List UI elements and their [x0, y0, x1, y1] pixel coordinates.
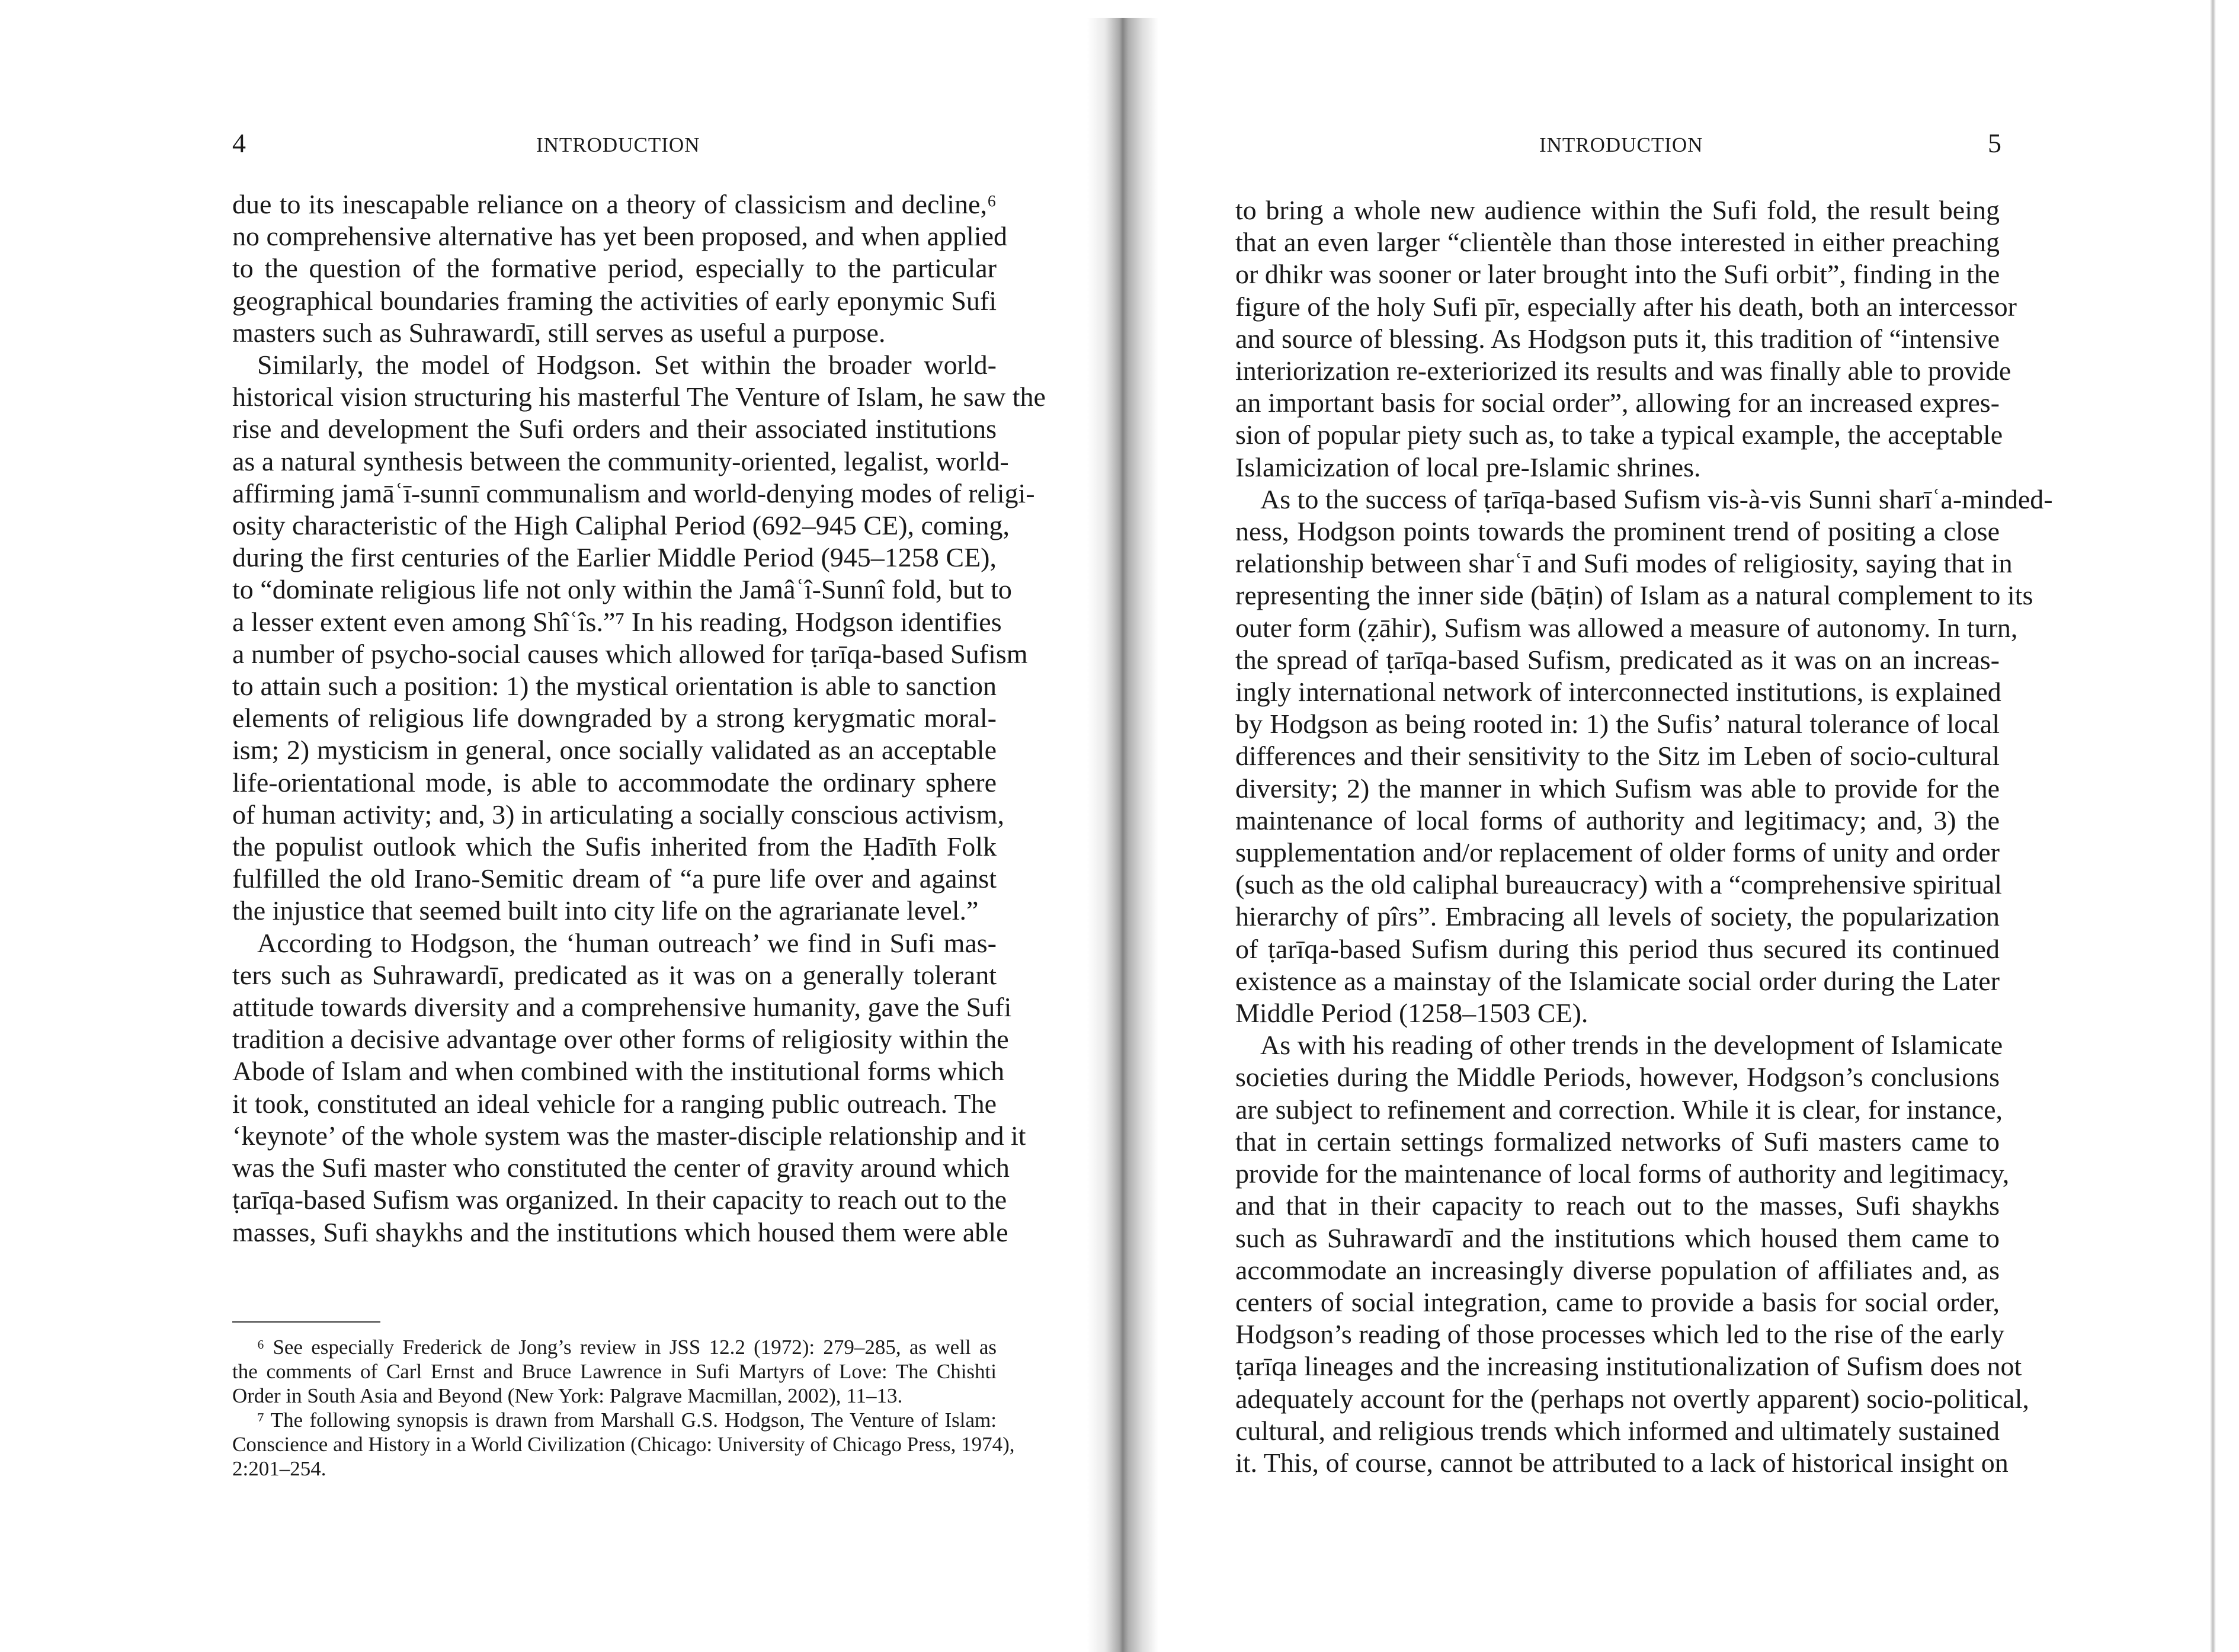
text-line: societies during the Middle Periods, however, Hodgson’s conclusions: [1235, 1062, 2000, 1093]
text-line: it took, constituted an ideal vehicle for a ranging public outreach. The: [232, 1088, 997, 1119]
text-line: was the Sufi master who constituted the center of gravity around which: [232, 1152, 1010, 1183]
text-line: As with his reading of other trends in the development of Islamicate: [1260, 1030, 2003, 1061]
text-line: Similarly, the model of Hodgson. Set within the broader world-: [257, 350, 997, 380]
text-line: According to Hodgson, the ‘human outreach’ we find in Sufi mas-: [257, 927, 997, 958]
text-line: representing the inner side (bāṭin) of Islam as a natural complement to its: [1235, 580, 2033, 611]
text-line: ism; 2) mysticism in general, once socially validated as an acceptable: [232, 735, 997, 766]
footnote-rule: [232, 1321, 380, 1323]
text-line: accommodate an increasingly diverse population of affiliates and, as: [1235, 1254, 2000, 1285]
text-line: an important basis for social order”, allowing for an increased expres-: [1235, 388, 2000, 418]
text-line: provide for the maintenance of local forms of authority and legitimacy,: [1235, 1158, 2010, 1189]
text-line: the injustice that seemed built into city life on the agrarianate level.”: [232, 895, 979, 926]
text-line: to attain such a position: 1) the mystical orientation is able to sanction: [232, 671, 997, 702]
right-page: [1161, 0, 2239, 1652]
text-line: masters such as Suhrawardī, still serves as useful a purpose.: [232, 317, 886, 348]
left-body-text: [232, 188, 1046, 1248]
text-line: interiorization re-exteriorized its results and was finally able to provide: [1235, 356, 2011, 386]
text-line: cultural, and religious trends which informed and ultimately sustained: [1235, 1415, 2000, 1446]
text-line: existence as a mainstay of the Islamicate social order during the Later: [1235, 965, 2000, 996]
text-line: ṭarīqa-based Sufism was organized. In their capacity to reach out to the: [232, 1184, 1007, 1215]
text-line: (such as the old caliphal bureaucracy) with a “comprehensive spiritual: [1235, 869, 2002, 900]
text-line: Islamicization of local pre-Islamic shrines.: [1235, 452, 1701, 482]
text-line: As to the success of ṭarīqa-based Sufism vis-à-vis Sunni sharīʿa-minded-: [1260, 484, 2053, 514]
text-line: to “dominate religious life not only within the Jamâʿî-Sunnî fold, but to: [232, 574, 1012, 605]
text-line: masses, Sufi shaykhs and the institutions which housed them were able: [232, 1216, 1008, 1247]
footnote-line: ⁷ The following synopsis is drawn from Marshall G.S. Hodgson, The Venture of Islam:: [257, 1408, 997, 1432]
text-line: as a natural synthesis between the community-oriented, legalist, world-: [232, 446, 1009, 476]
text-line: Middle Period (1258–1503 CE).: [1235, 998, 1588, 1029]
text-line: elements of religious life downgraded by a strong kerygmatic moral-: [232, 703, 997, 734]
text-line: ness, Hodgson points towards the prominent trend of positing a close: [1235, 516, 2000, 547]
text-line: it. This, of course, cannot be attributed to a lack of historical insight on: [1235, 1447, 2009, 1478]
text-line: by Hodgson as being rooted in: 1) the Sufis’ natural tolerance of local: [1235, 709, 2000, 739]
text-line: tradition a decisive advantage over other forms of religiosity within the: [232, 1024, 1009, 1055]
page-number: 5: [1988, 128, 2001, 158]
text-line: centers of social integration, came to provide a basis for social order,: [1235, 1286, 2000, 1317]
text-line: the spread of ṭarīqa-based Sufism, predicated as it was on an increas-: [1235, 644, 2000, 675]
text-line: figure of the holy Sufi pīr, especially after his death, both an intercessor: [1235, 291, 2017, 322]
text-line: are subject to refinement and correction. While it is clear, for instance,: [1235, 1094, 2003, 1125]
book-gutter: [1087, 18, 1158, 1652]
text-line: Abode of Islam and when combined with the institutional forms which: [232, 1056, 1005, 1087]
text-line: hierarchy of pîrs”. Embracing all levels of society, the popularization: [1235, 901, 2000, 932]
text-line: a number of psycho-social causes which allowed for ṭarīqa-based Sufism: [232, 638, 1028, 669]
text-line: to bring a whole new audience within the Sufi fold, the result being: [1235, 195, 2000, 225]
text-line: due to its inescapable reliance on a theory of classicism and decline,⁶: [232, 189, 997, 219]
text-line: and that in their capacity to reach out to the masses, Sufi shaykhs: [1235, 1190, 2000, 1221]
text-line: ‘keynote’ of the whole system was the master-disciple relationship and it: [232, 1120, 1026, 1151]
text-line: ingly international network of interconnected institutions, is explained: [1235, 677, 2001, 707]
text-line: rise and development the Sufi orders and their associated institutions: [232, 414, 997, 444]
text-line: geographical boundaries framing the activities of early eponymic Sufi: [232, 285, 997, 316]
text-line: relationship between sharʿī and Sufi modes of religiosity, saying that in: [1235, 548, 2013, 579]
text-line: to the question of the formative period, especially to the particular: [232, 253, 997, 284]
text-line: and source of blessing. As Hodgson puts it, this tradition of “intensive: [1235, 323, 2000, 354]
text-line: that an even larger “clientèle than those interested in either preaching: [1235, 227, 2000, 258]
text-line: outer form (ẓāhir), Sufism was allowed a measure of autonomy. In turn,: [1235, 612, 2018, 643]
text-line: diversity; 2) the manner in which Sufism was able to provide for the: [1235, 773, 2000, 803]
text-line: historical vision structuring his masterful The Venture of Islam, he saw the: [232, 382, 1046, 412]
text-line: sion of popular piety such as, to take a typical example, the acceptable: [1235, 420, 2003, 450]
text-line: osity characteristic of the High Caliphal Period (692–945 CE), coming,: [232, 510, 1010, 541]
footnote-line: 2:201–254.: [232, 1457, 326, 1480]
text-line: of human activity; and, 3) in articulating a socially conscious activism,: [232, 799, 1005, 830]
text-line: adequately account for the (perhaps not overtly apparent) socio-political,: [1235, 1383, 2029, 1414]
text-line: no comprehensive alternative has yet been proposed, and when applied: [232, 221, 1007, 252]
running-head: INTRODUCTION: [1539, 133, 1703, 156]
text-line: ters such as Suhrawardī, predicated as it was on a generally tolerant: [232, 959, 997, 990]
text-line: supplementation and/or replacement of older forms of unity and order: [1235, 837, 2000, 868]
text-line: Hodgson’s reading of those processes which led to the rise of the early: [1235, 1319, 2004, 1350]
text-line: or dhikr was sooner or later brought into the Sufi orbit”, finding in the: [1235, 259, 2000, 290]
right-body-text: [1235, 194, 2053, 1479]
footnote-line: Order in South Asia and Beyond (New York: Palgrave Macmillan, 2002), 11–13.: [232, 1384, 903, 1407]
text-line: life-orientational mode, is able to accommodate the ordinary sphere: [232, 767, 997, 798]
text-line: ṭarīqa lineages and the increasing institutionalization of Sufism does not: [1235, 1351, 2022, 1382]
text-line: differences and their sensitivity to the Sitz im Leben of socio-cultural: [1235, 741, 2000, 771]
left-page: [0, 0, 1090, 1652]
footnote-line: ⁶ See especially Frederick de Jong’s review in JSS 12.2 (1972): 279–285, as well as: [257, 1336, 997, 1359]
footnote-line: the comments of Carl Ernst and Bruce Lawrence in Sufi Martyrs of Love: The Chishti: [232, 1360, 997, 1383]
running-head: INTRODUCTION: [536, 133, 700, 156]
footnote-line: Conscience and History in a World Civilization (Chicago: University of Chicago Press, 1974),: [232, 1433, 1015, 1456]
text-line: of ṭarīqa-based Sufism during this period thus secured its continued: [1235, 933, 2000, 964]
footnotes: [232, 1335, 1015, 1481]
text-line: maintenance of local forms of authority and legitimacy; and, 3) the: [1235, 805, 2000, 835]
text-line: during the first centuries of the Earlier Middle Period (945–1258 CE),: [232, 542, 997, 573]
text-line: a lesser extent even among Shîʿîs.”⁷ In his reading, Hodgson identifies: [232, 606, 1002, 637]
page-number: 4: [232, 128, 246, 158]
text-line: such as Suhrawardī and the institutions which housed them came to: [1235, 1222, 2000, 1253]
text-line: affirming jamāʿī-sunnī communalism and world-denying modes of religi-: [232, 478, 1035, 508]
text-line: that in certain settings formalized networks of Sufi masters came to: [1235, 1126, 2000, 1157]
text-line: fulfilled the old Irano-Semitic dream of “a pure life over and against: [232, 863, 997, 894]
text-line: attitude towards diversity and a comprehensive humanity, gave the Sufi: [232, 992, 1012, 1023]
text-line: the populist outlook which the Sufis inherited from the Ḥadīth Folk: [232, 831, 997, 862]
